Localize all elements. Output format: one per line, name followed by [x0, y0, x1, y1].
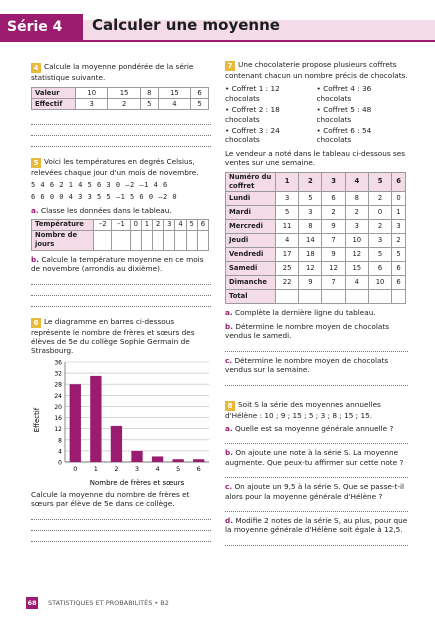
input-cell[interactable]: [164, 231, 175, 251]
sales-rows: [226, 192, 406, 290]
table-cell: 9: [322, 220, 345, 234]
answer-line[interactable]: [31, 126, 211, 136]
answer-line[interactable]: [31, 521, 211, 531]
answer-line[interactable]: [225, 434, 408, 444]
chart-bar: [90, 376, 101, 462]
table-cell: 6: [392, 276, 406, 290]
question-text: Classe les données dans le tableau.: [41, 205, 172, 215]
input-cell[interactable]: [186, 231, 197, 251]
y-tick-label: 36: [54, 359, 62, 367]
exercise-intro: Le diagramme en barres ci-dessous représente le nombre de frères et sœurs des élèves de 5e du collège Sophie Germain de Strasbourg.: [31, 316, 195, 356]
input-cell[interactable]: [130, 231, 141, 251]
table-cell: 5: [276, 206, 299, 220]
question-label: b.: [225, 321, 233, 331]
x-tick-label: 2: [114, 464, 119, 473]
table-cell: 4: [175, 220, 186, 231]
table-cell: 25: [276, 262, 299, 276]
page-header: [0, 0, 435, 42]
table-cell: 5: [392, 248, 406, 262]
table-cell: –1: [112, 220, 130, 231]
chart-bar: [131, 451, 142, 462]
table-row: [226, 206, 406, 220]
table-cell: 2: [345, 206, 368, 220]
row-label: Numéro du coffret: [226, 172, 276, 192]
table-cell: –2: [94, 220, 112, 231]
input-cell[interactable]: [276, 290, 299, 304]
row-label: Mercredi: [226, 220, 276, 234]
table-cell: 1: [141, 220, 152, 231]
sales-table: [225, 172, 406, 305]
coffret-list: [225, 84, 408, 144]
table-cell: 10: [368, 276, 391, 290]
column-header: 5: [368, 172, 391, 192]
coffret-item: • Coffret 5 : 48 chocolats: [316, 105, 372, 124]
input-cell[interactable]: [345, 290, 368, 304]
table-cell: 17: [276, 248, 299, 262]
row-label: Mardi: [226, 206, 276, 220]
question-label: c.: [225, 355, 233, 365]
table-row: [226, 234, 406, 248]
input-cell[interactable]: [299, 290, 322, 304]
table-cell: 8: [299, 220, 322, 234]
table-cell: 2: [392, 234, 406, 248]
table-cell: 2: [368, 220, 391, 234]
x-tick-label: 6: [196, 464, 201, 473]
exercise-intro: Calcule la moyenne pondérée de la série statistique suivante.: [31, 62, 194, 82]
table-cell: 10: [345, 234, 368, 248]
chart-bar: [111, 426, 122, 462]
table-cell: 5: [368, 248, 391, 262]
input-cell[interactable]: [141, 231, 152, 251]
question-label: a.: [31, 205, 39, 215]
table-row: [226, 192, 406, 206]
question-text: Modifie 2 notes de la série S, au plus, pour que la moyenne générale d'Hélène soit égale à 12,5.: [225, 515, 408, 535]
question-text: On ajoute un 9,5 à la série S. Que se passe-t-il alors pour la moyenne générale d'Hélène ?: [225, 482, 405, 501]
row-label: Vendredi: [226, 248, 276, 262]
table-cell: 0: [392, 192, 406, 206]
table-cell: 7: [322, 234, 345, 248]
row-label: Température: [32, 220, 94, 231]
y-tick-label: 4: [58, 448, 62, 456]
exercise-number: 6: [31, 318, 41, 328]
coffret-item: • Coffret 2 : 18 chocolats: [225, 105, 280, 124]
y-tick-label: 24: [54, 392, 62, 400]
row-label: Dimanche: [226, 276, 276, 290]
temperature-line-2: 6 6 0 0 4 3 3 5 5 –1 5 6 0 –2 0: [31, 193, 178, 202]
input-cell[interactable]: [322, 290, 345, 304]
y-tick-label: 32: [54, 370, 62, 378]
table-cell: 2: [322, 206, 345, 220]
table-cell: 0: [368, 206, 391, 220]
question-label: d.: [225, 515, 233, 525]
chart-bar: [193, 459, 204, 462]
temperature-table: [31, 219, 209, 251]
table-cell: 2: [108, 99, 140, 110]
column-header: 1: [276, 172, 299, 192]
serie-tab: Série 4: [0, 14, 83, 40]
table-cell: 5: [191, 99, 209, 110]
question-label: b.: [31, 254, 39, 264]
table-cell: 3: [345, 220, 368, 234]
exercise-4: [31, 62, 211, 147]
column-header: 4: [345, 172, 368, 192]
chart-bar: [172, 459, 183, 462]
row-label: Valeur: [32, 88, 76, 99]
exercise-number: 5: [31, 158, 41, 168]
question-text: Quelle est sa moyenne générale annuelle ?: [235, 423, 394, 433]
exercise-number: 7: [225, 61, 235, 71]
table-cell: 4: [276, 234, 299, 248]
right-column: [225, 60, 408, 550]
table-cell: 8: [345, 192, 368, 206]
exercise-question: Calcule la moyenne du nombre de frères et sœurs par élève de 5e dans ce collège.: [31, 489, 190, 509]
exercise-intro: Voici les températures en degrés Celsius, relevées chaque jour d'un mois de novembre.: [31, 157, 199, 178]
header-divider: [0, 40, 435, 42]
answer-line[interactable]: [31, 137, 211, 147]
table-cell: 1: [392, 206, 406, 220]
answer-line[interactable]: [31, 510, 211, 520]
page-number: 68: [27, 599, 37, 607]
table-cell: 3: [368, 234, 391, 248]
table-cell: 15: [158, 88, 190, 99]
table-cell: 0: [130, 220, 141, 231]
input-cell[interactable]: [197, 231, 208, 251]
table-cell: 5: [186, 220, 197, 231]
page-title: Calculer une moyenne: [92, 16, 280, 34]
table-cell: 9: [299, 276, 322, 290]
table-cell: 18: [299, 248, 322, 262]
answer-line[interactable]: [225, 342, 408, 352]
chart-bar: [70, 384, 81, 462]
y-tick-label: 12: [54, 426, 62, 434]
temperature-line-1: 5 4 6 2 1 4 5 6 3 0 –2 –1 4 6: [31, 180, 168, 189]
table-cell: 22: [276, 276, 299, 290]
table-cell: 12: [299, 262, 322, 276]
exercise-number: 4: [31, 63, 41, 73]
row-label: Lundi: [226, 192, 276, 206]
y-tick-label: 16: [54, 414, 62, 422]
answer-line[interactable]: [31, 532, 211, 542]
x-tick-label: 0: [73, 464, 78, 473]
row-label: Samedi: [226, 262, 276, 276]
table-cell: 4: [158, 99, 190, 110]
table-cell: 3: [164, 220, 175, 231]
footer-text: STATISTIQUES ET PROBABILITÉS • B2: [48, 599, 169, 607]
x-tick-label: 4: [155, 464, 160, 473]
question-text: Détermine le nombre moyen de chocolats vendus le samedi.: [225, 321, 390, 341]
table-cell: 7: [322, 276, 345, 290]
table-cell: 6: [322, 192, 345, 206]
question-label: c.: [225, 482, 233, 492]
question-text: Détermine le nombre moyen de chocolats vendus sur la semaine.: [225, 355, 389, 375]
exercise-7: [225, 60, 408, 386]
y-tick-label: 28: [54, 381, 62, 389]
table-cell: 6: [392, 262, 406, 276]
input-cell[interactable]: [392, 290, 406, 304]
table-cell: 8: [140, 88, 158, 99]
answer-line[interactable]: [31, 115, 211, 125]
input-cell[interactable]: [94, 231, 112, 251]
y-tick-label: 0: [58, 459, 62, 467]
column-header: 2: [299, 172, 322, 192]
table-cell: 10: [76, 88, 108, 99]
answer-line[interactable]: [31, 275, 211, 285]
answer-line[interactable]: [31, 286, 211, 296]
chart-x-label: Nombre de frères et sœurs: [89, 478, 185, 487]
input-cell[interactable]: [153, 231, 164, 251]
question-label: a.: [225, 308, 233, 318]
table-cell: 12: [322, 262, 345, 276]
table-row: [226, 220, 406, 234]
y-tick-label: 8: [58, 437, 62, 445]
exercise-5: [31, 157, 211, 306]
bar-chart: [31, 358, 211, 488]
question-text: Complète la dernière ligne du tableau.: [235, 308, 376, 318]
coffret-item: • Coffret 4 : 36 chocolats: [316, 84, 372, 103]
table-cell: 3: [76, 99, 108, 110]
table-cell: 2: [368, 192, 391, 206]
answer-line[interactable]: [31, 297, 211, 307]
table-cell: 3: [299, 206, 322, 220]
answer-line[interactable]: [225, 376, 408, 386]
question-text: Calcule la température moyenne en ce mois de novembre (arrondis au dixième).: [31, 254, 204, 274]
row-label: Total: [226, 290, 276, 304]
question-text: On ajoute une note à la série S. La moyenne augmente. Que peux-tu affirmer sur cette note ?: [225, 448, 404, 467]
table-cell: 3: [276, 192, 299, 206]
column-header: 6: [392, 172, 406, 192]
chart-svg: [31, 358, 211, 488]
coffret-item: • Coffret 1 : 12 chocolats: [225, 84, 280, 103]
table-cell: 12: [345, 248, 368, 262]
answer-line[interactable]: [225, 536, 408, 546]
exercise-note: Le vendeur a noté dans le tableau ci-dessous ses ventes sur une semaine.: [225, 148, 406, 168]
exercise-number: 8: [225, 401, 235, 411]
exercise-8: [225, 400, 408, 546]
table-cell: 15: [108, 88, 140, 99]
table-cell: 11: [276, 220, 299, 234]
table-cell: 5: [299, 192, 322, 206]
answer-line[interactable]: [225, 502, 408, 512]
question-label: a.: [225, 423, 233, 433]
y-tick-label: 20: [54, 403, 62, 411]
table-cell: 6: [197, 220, 208, 231]
weighted-table: [31, 87, 209, 110]
table-row: [226, 248, 406, 262]
question-label: b.: [225, 448, 233, 458]
table-row: [226, 276, 406, 290]
coffret-item: • Coffret 3 : 24 chocolats: [225, 126, 280, 145]
table-cell: 6: [368, 262, 391, 276]
x-tick-label: 1: [93, 464, 98, 473]
table-cell: 6: [191, 88, 209, 99]
exercise-6: [31, 317, 211, 542]
exercise-intro: Soit S la série des moyennes annuelles d'Hélène : 10 ; 9 ; 15 ; 5 ; 3 ; 8 ; 15 ; 15.: [225, 399, 381, 420]
row-label: Nombre de jours: [32, 231, 94, 251]
coffret-item: • Coffret 6 : 54 chocolats: [316, 126, 372, 145]
table-cell: 14: [299, 234, 322, 248]
x-tick-label: 5: [176, 464, 181, 473]
table-cell: 15: [345, 262, 368, 276]
answer-line[interactable]: [225, 468, 408, 478]
exercise-intro: Une chocolaterie propose plusieurs coffrets contenant chacun un nombre précis de chocolats.: [225, 60, 408, 80]
chart-bar: [152, 456, 163, 462]
chart-y-label: Effectif: [33, 407, 41, 433]
table-cell: 4: [345, 276, 368, 290]
input-cell[interactable]: [368, 290, 391, 304]
table-cell: 5: [140, 99, 158, 110]
table-cell: 9: [322, 248, 345, 262]
table-row: [226, 262, 406, 276]
input-cell[interactable]: [112, 231, 130, 251]
row-label: Effectif: [32, 99, 76, 110]
row-label: Jeudi: [226, 234, 276, 248]
table-cell: 3: [392, 220, 406, 234]
left-column: [31, 62, 211, 546]
input-cell[interactable]: [175, 231, 186, 251]
table-cell: 2: [153, 220, 164, 231]
x-tick-label: 3: [134, 464, 140, 473]
column-header: 3: [322, 172, 345, 192]
